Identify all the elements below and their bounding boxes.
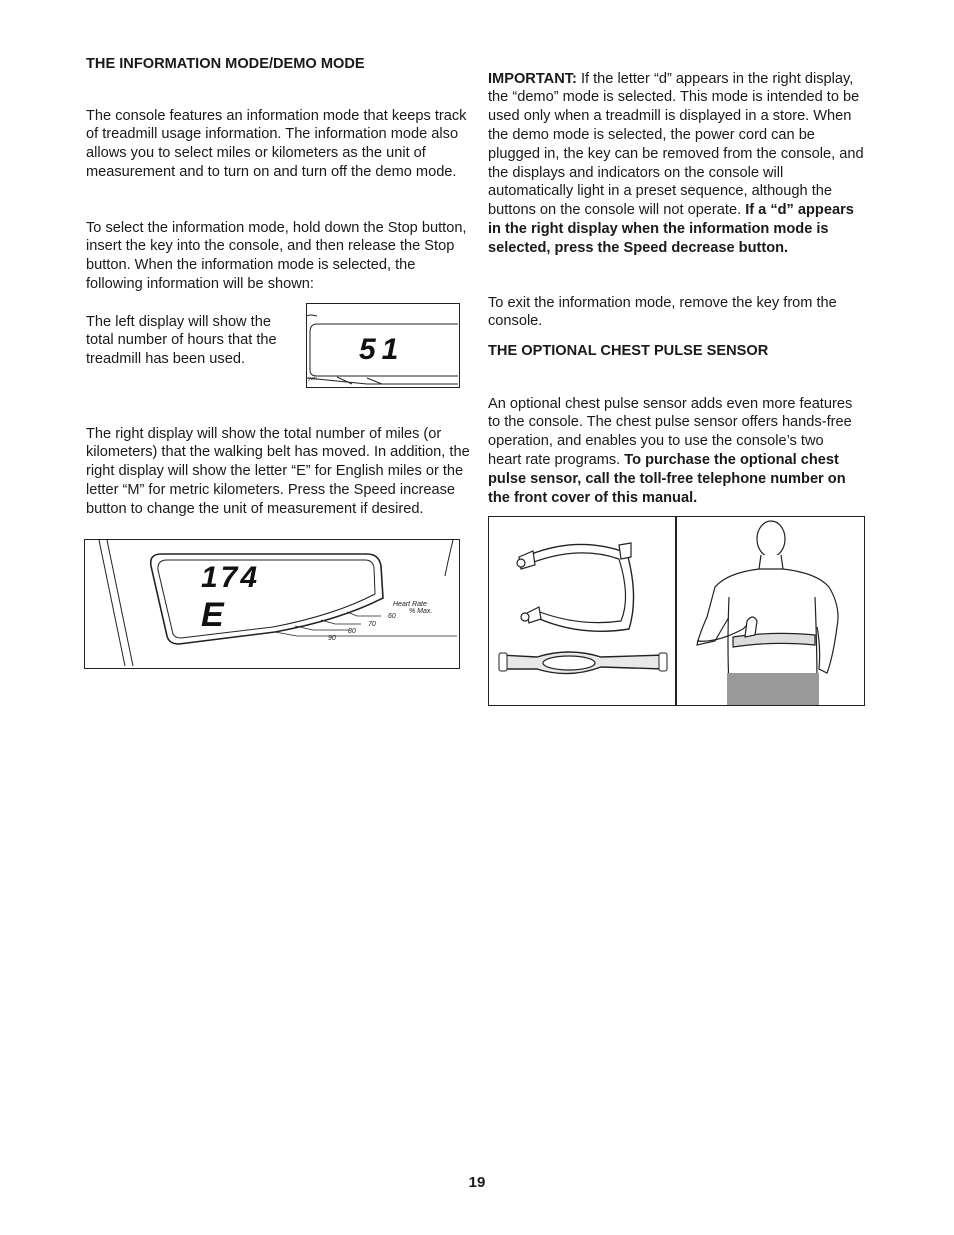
chest-strap-illustration <box>489 517 675 705</box>
hours-readout: 51 <box>359 333 405 366</box>
heart-rate-level-90: 90 <box>328 635 336 642</box>
heart-rate-level-80: 80 <box>348 628 356 635</box>
chest-pulse-sensor-figure <box>488 516 865 706</box>
miles-readout: 174 <box>201 561 261 594</box>
pulse-sensor-purchase-info: To purchase the optional chest pulse sensor, call the toll-free telephone number on the front cover of this manual. <box>488 451 846 506</box>
section-heading-information-mode: THE INFORMATION MODE/DEMO MODE <box>86 56 365 72</box>
heart-rate-level-60: 60 <box>388 613 396 620</box>
unit-letter-readout: E <box>201 596 224 634</box>
paragraph-select-information-mode: To select the information mode, hold down the Stop button, insert the key into the console, and then release the Stop button. When the information mode is selected, the following information will be shown: <box>86 219 467 292</box>
left-display-illustration <box>307 304 458 386</box>
heart-rate-level-70: 70 <box>368 621 376 628</box>
paragraph-console-features: The console features an information mode that keeps track of treadmill usage information. The information mode also allows you to select miles or kilometers as the unit of measurement and to turn on and turn off the demo mode. <box>86 107 467 180</box>
left-display-figure <box>306 303 460 388</box>
page-number: 19 <box>468 1174 486 1191</box>
paragraph-chest-pulse-sensor <box>488 395 860 508</box>
paragraph-important-demo-mode <box>488 70 870 258</box>
important-bold-instruction: If a “d” appears in the right display when the information mode is selected, press the Speed decrease button. <box>488 202 854 256</box>
important-text: If the letter “d” appears in the right display, the “demo” mode is selected. This mode is intended to be used only when a treadmill is displayed in a store. When the demo mode is selected, the power cord can be plugged in, the key can be removed from the console, and the displays and indicators on the console will automatically light in a preset sequence, although the buttons on the console will not operate. <box>488 70 864 219</box>
section-heading-chest-pulse-sensor: THE OPTIONAL CHEST PULSE SENSOR <box>488 343 769 359</box>
person-wearing-strap-illustration <box>677 517 863 705</box>
heart-rate-sublabel: % Max. <box>409 608 433 615</box>
display-corner-label: ywh <box>308 376 317 382</box>
pulse-sensor-text: An optional chest pulse sensor adds even more features to the console. The chest pulse sensor offers hands-free operation, and enables you to use the console’s two heart rate programs. <box>488 395 853 468</box>
right-display-illustration <box>85 540 458 667</box>
heart-rate-label: Heart Rate <box>393 601 427 608</box>
paragraph-right-display: The right display will show the total number of miles (or kilometers) that the walking belt has moved. In addition, the right display will show the letter “E” for English miles or the letter “M” for metric kilometers. Press the Speed increase button to change the unit of measurement if desired. <box>86 425 470 517</box>
important-label: IMPORTANT: <box>488 70 577 87</box>
paragraph-exit-information-mode: To exit the information mode, remove the key from the console. <box>488 294 837 330</box>
right-display-figure <box>84 539 460 669</box>
paragraph-left-display: The left display will show the total number of hours that the treadmill has been used. <box>86 313 277 368</box>
